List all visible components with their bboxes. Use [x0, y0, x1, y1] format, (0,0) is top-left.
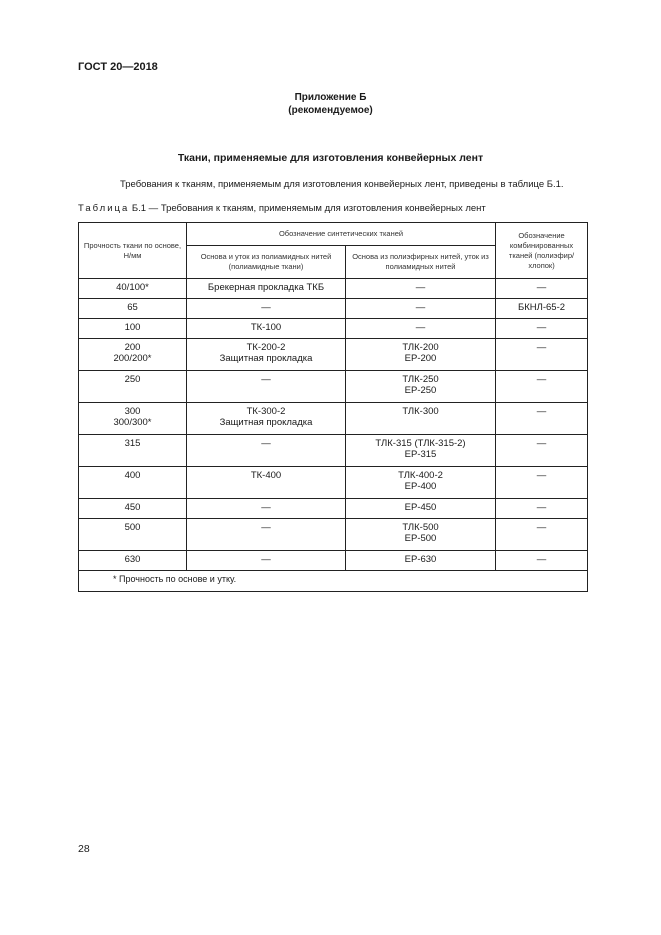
cell-line: 400: [124, 470, 141, 481]
cell-polyester: [346, 319, 496, 339]
cell-polyamide: [187, 435, 346, 467]
header-strength: Прочность ткани по основе, Н/мм: [79, 223, 187, 279]
cell-line: —: [536, 470, 547, 481]
cell-line: Брекерная прокладка ТКБ: [207, 282, 325, 293]
cell-line: —: [536, 374, 547, 385]
cell-line: —: [261, 438, 271, 449]
cell-line: ЕР-315: [404, 449, 437, 460]
cell-line: 200: [124, 342, 141, 353]
cell-line: 500: [124, 522, 141, 533]
cell-combined: [496, 339, 588, 371]
cell-line: БКНЛ-65-2: [517, 302, 566, 313]
cell-strength: [79, 299, 187, 319]
cell-polyester: [346, 371, 496, 403]
cell-strength: [79, 551, 187, 571]
cell-line: —: [415, 282, 426, 293]
header-combined: Обозначение комбинированных тканей (полиэфир/хлопок): [496, 223, 588, 279]
cell-polyester: [346, 403, 496, 435]
cell-line: 100: [124, 322, 141, 333]
cell-line: ТЛК-200: [402, 342, 439, 353]
cell-line: ЕР-250: [404, 385, 437, 396]
cell-combined: [496, 467, 588, 499]
cell-line: —: [536, 406, 547, 417]
cell-line: ТЛК-500: [402, 522, 439, 533]
cell-polyamide: [187, 339, 346, 371]
cell-line: —: [536, 282, 547, 293]
cell-polyamide: [187, 371, 346, 403]
cell-line: ТЛК-315 (ТЛК-315-2): [375, 438, 466, 449]
table-footnote: * Прочность по основе и утку.: [79, 571, 588, 592]
annex-title: Приложение Б: [294, 92, 367, 103]
cell-line: 250: [124, 374, 141, 385]
cell-strength: [79, 499, 187, 519]
cell-polyamide: [187, 403, 346, 435]
cell-line: —: [261, 522, 271, 533]
cell-line: ЕР-630: [404, 554, 437, 565]
cell-combined: [496, 435, 588, 467]
table-row: [79, 499, 588, 519]
cell-line: ТЛК-400-2: [398, 470, 443, 481]
cell-strength: [79, 435, 187, 467]
cell-polyester: [346, 467, 496, 499]
table-row: [79, 435, 588, 467]
header-synthetic-group: Обозначение синтетических тканей: [187, 223, 496, 246]
cell-line: Защитная прокладка: [219, 353, 313, 364]
table-caption: [78, 203, 486, 214]
annex-subtitle: (рекомендуемое): [288, 105, 373, 116]
cell-line: 200/200*: [113, 353, 152, 364]
cell-line: ТК-300-2: [246, 406, 286, 417]
cell-combined: [496, 551, 588, 571]
intro-paragraph: Требования к тканям, применяемым для изготовления конвейерных лент, приведены в таблице Б.1.: [120, 179, 564, 190]
cell-polyamide: [187, 519, 346, 551]
table-row: [79, 519, 588, 551]
cell-strength: [79, 339, 187, 371]
cell-line: ЕР-400: [404, 481, 437, 492]
cell-strength: [79, 403, 187, 435]
cell-line: —: [536, 322, 547, 333]
cell-strength: [79, 519, 187, 551]
cell-polyester: [346, 551, 496, 571]
cell-strength: [79, 467, 187, 499]
cell-polyester: [346, 299, 496, 319]
cell-line: —: [261, 302, 271, 313]
cell-line: 315: [124, 438, 141, 449]
cell-line: ЕР-500: [404, 533, 437, 544]
cell-line: ТЛК-300: [402, 406, 439, 417]
cell-line: —: [261, 554, 271, 565]
cell-strength: [79, 279, 187, 299]
cell-line: —: [415, 322, 426, 333]
cell-polyester: [346, 519, 496, 551]
cell-line: —: [536, 438, 547, 449]
cell-polyester: [346, 339, 496, 371]
document-code: ГОСТ 20—2018: [78, 61, 158, 73]
cell-line: 450: [124, 502, 141, 513]
cell-polyamide: [187, 467, 346, 499]
cell-line: 630: [124, 554, 141, 565]
cell-combined: [496, 519, 588, 551]
cell-line: 300: [124, 406, 141, 417]
table-row: [79, 551, 588, 571]
table-body: [79, 279, 588, 571]
header-polyester: Основа из полиэфирных нитей, уток из полиамидных нитей: [346, 246, 496, 279]
table-row: [79, 371, 588, 403]
annex-heading: [0, 91, 661, 117]
cell-line: —: [261, 374, 271, 385]
cell-line: —: [536, 342, 547, 353]
cell-line: —: [536, 522, 547, 533]
table-row: [79, 467, 588, 499]
cell-line: ТЛК-250: [402, 374, 439, 385]
cell-line: 300/300*: [113, 417, 152, 428]
cell-line: 65: [127, 302, 138, 313]
cell-polyamide: [187, 551, 346, 571]
page-number: 28: [78, 843, 90, 855]
table-row: [79, 319, 588, 339]
cell-line: —: [415, 302, 426, 313]
cell-line: Защитная прокладка: [219, 417, 313, 428]
cell-line: ТК-100: [250, 322, 282, 333]
cell-line: ЕР-450: [404, 502, 437, 513]
table-caption-text: Б.1 — Требования к тканям, применяемым для изготовления конвейерных лент: [131, 203, 486, 214]
table-row: [79, 299, 588, 319]
cell-line: ТК-200-2: [246, 342, 286, 353]
cell-combined: [496, 319, 588, 339]
cell-line: —: [261, 502, 271, 513]
cell-combined: [496, 299, 588, 319]
cell-line: —: [536, 502, 547, 513]
cell-line: 40/100*: [116, 282, 149, 293]
cell-combined: [496, 371, 588, 403]
cell-combined: [496, 403, 588, 435]
table-row: [79, 403, 588, 435]
cell-combined: [496, 499, 588, 519]
cell-strength: [79, 319, 187, 339]
cell-polyamide: [187, 499, 346, 519]
cell-polyester: [346, 279, 496, 299]
table-caption-prefix: Таблица: [78, 203, 130, 214]
cell-polyamide: [187, 279, 346, 299]
cell-polyamide: [187, 319, 346, 339]
cell-polyester: [346, 435, 496, 467]
cell-strength: [79, 371, 187, 403]
header-polyamide: Основа и уток из полиамидных нитей (полиамидные ткани): [187, 246, 346, 279]
cell-polyamide: [187, 299, 346, 319]
cell-combined: [496, 279, 588, 299]
cell-line: ТК-400: [250, 470, 282, 481]
table-row: [79, 339, 588, 371]
table-row: [79, 279, 588, 299]
cell-line: —: [536, 554, 547, 565]
section-title: Ткани, применяемые для изготовления конвейерных лент: [177, 152, 484, 164]
cell-polyester: [346, 499, 496, 519]
fabric-requirements-table: [78, 222, 588, 592]
cell-line: ЕР-200: [404, 353, 437, 364]
